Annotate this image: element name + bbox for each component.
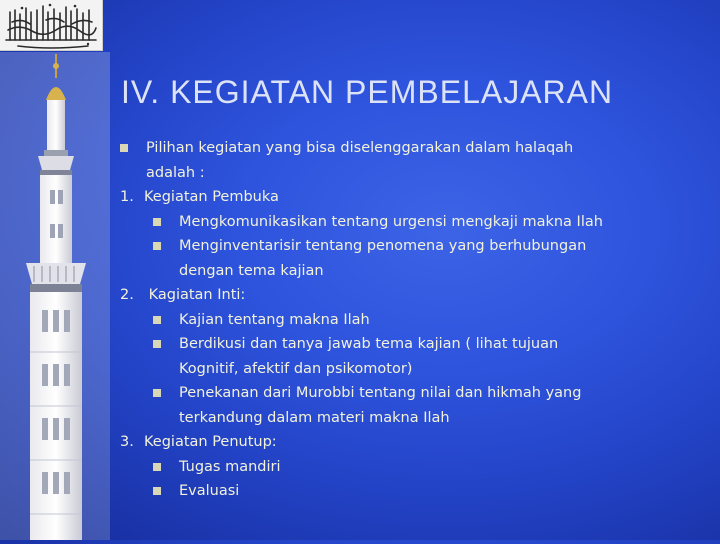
list-item (120, 210, 705, 235)
list-item-text: terkandung dalam materi makna Ilah (179, 409, 450, 426)
section-number: 1. (120, 189, 134, 205)
list-item-text: Evaluasi (179, 483, 240, 499)
minaret-image (0, 52, 110, 540)
list-item-text: Penekanan dari Murobbi tentang nilai dan hikmah yang (179, 385, 582, 401)
list-item (120, 308, 705, 333)
list-item-text: dengan tema kajian (179, 262, 324, 279)
list-item-text: Berdikusi dan tanya jawab tema kajian ( lihat tujuan (179, 336, 559, 352)
list-item-text: Kajian tentang makna Ilah (179, 311, 370, 328)
section-title: Kegiatan Pembuka (144, 189, 279, 205)
list-item (120, 479, 705, 504)
square-bullet-icon (153, 316, 161, 324)
list-item-text: Menginventarisir tentang penomena yang berhubungan (179, 238, 587, 254)
intro-continuation (120, 161, 705, 186)
square-bullet-icon (153, 487, 161, 495)
section-number: 2. (120, 287, 134, 303)
list-item (120, 381, 705, 406)
slide-title: IV. KEGIATAN PEMBELAJARAN (121, 74, 614, 110)
list-item-continuation (120, 259, 705, 284)
list-item (120, 234, 705, 259)
square-bullet-icon (153, 242, 161, 250)
list-item (120, 332, 705, 357)
intro-text: Pilihan kegiatan yang bisa diselenggarakan dalam halaqah (146, 140, 574, 156)
section-title: Kegiatan Penutup: (144, 434, 277, 450)
intro-item (120, 136, 705, 161)
square-bullet-icon (153, 340, 161, 348)
section-heading-2 (120, 283, 705, 308)
square-bullet-icon (153, 218, 161, 226)
list-item-continuation (120, 406, 705, 431)
section-heading-1 (120, 185, 705, 210)
slide-body (120, 136, 705, 504)
section-number: 3. (120, 434, 134, 450)
list-item-text: Mengkomunikasikan tentang urgensi mengkaji makna Ilah (179, 213, 603, 230)
list-item-continuation (120, 357, 705, 382)
calligraphy-logo (0, 0, 103, 51)
square-bullet-icon (120, 144, 128, 152)
section-title: Kagiatan Inti: (144, 287, 246, 303)
list-item-text: Kognitif, afektif dan psikomotor) (179, 360, 413, 377)
square-bullet-icon (153, 389, 161, 397)
list-item-text: Tugas mandiri (179, 458, 281, 475)
list-item (120, 455, 705, 480)
square-bullet-icon (153, 463, 161, 471)
section-heading-3 (120, 430, 705, 455)
intro-text-2: adalah : (146, 164, 205, 181)
